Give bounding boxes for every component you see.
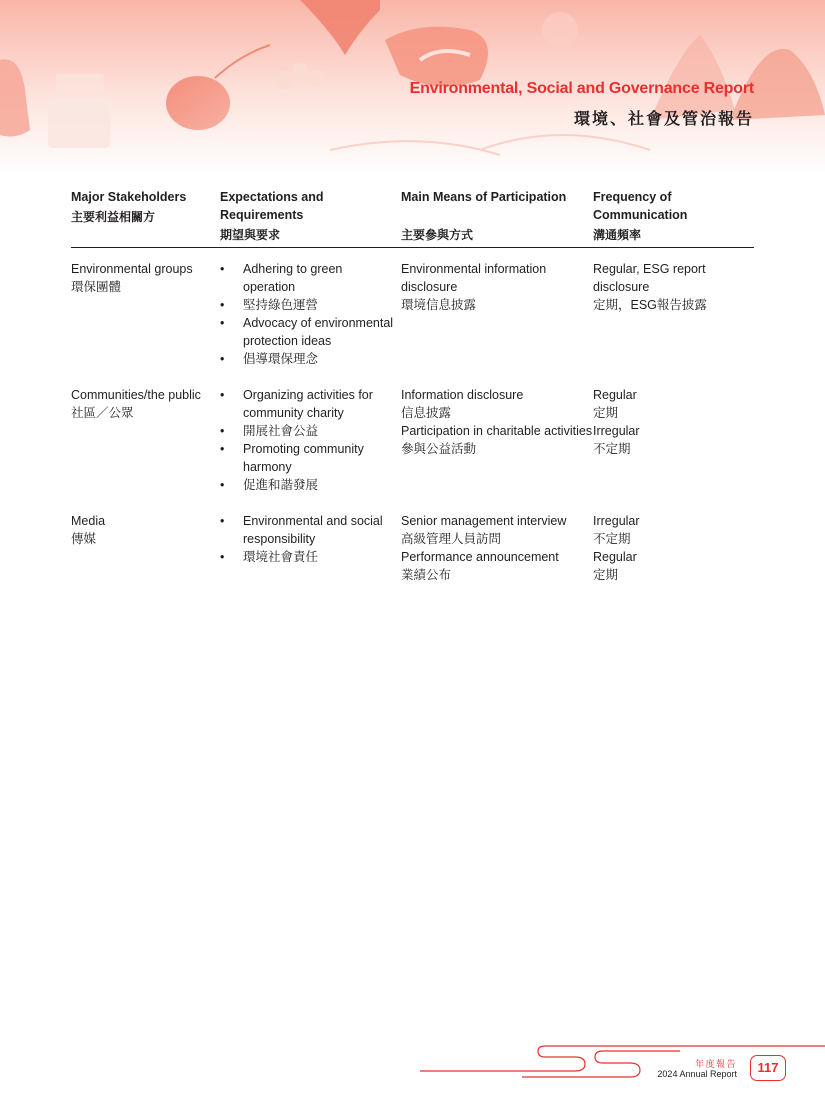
- cell-text: Communities/the public: [71, 388, 201, 402]
- table-header-row: [71, 188, 754, 248]
- cell-text: Senior management interview: [401, 514, 567, 528]
- cell-text: 定期: [593, 406, 619, 420]
- list-item: • 開展社會公益: [220, 422, 401, 440]
- column-header-stakeholders: [71, 188, 220, 248]
- means-cell: [401, 494, 593, 584]
- column-header-en: Major Stakeholders: [71, 190, 187, 204]
- list-item: • 倡導環保理念: [220, 350, 401, 368]
- stakeholder-cell: [71, 248, 220, 369]
- stakeholder-cell: [71, 368, 220, 494]
- cell-text: 業績公布: [401, 568, 452, 582]
- cell-text: 不定期: [593, 532, 631, 546]
- expectations-cell: [220, 368, 401, 494]
- list-item: • 環境社會責任: [220, 548, 401, 566]
- cell-text: 社區／公眾: [71, 406, 134, 420]
- column-header-en: Main Means of Participation: [401, 190, 567, 204]
- cell-text: Regular, ESG report disclosure: [593, 262, 706, 294]
- frequency-cell: [593, 494, 754, 584]
- list-item: • Environmental and social responsibility: [220, 512, 401, 548]
- column-header-expectations: [220, 188, 401, 248]
- cell-text: Regular: [593, 388, 637, 402]
- stakeholder-cell: [71, 494, 220, 584]
- cell-text: 信息披露: [401, 406, 452, 420]
- cell-text: Regular: [593, 550, 637, 564]
- column-header-means: [401, 188, 593, 248]
- cell-text: Participation in charitable activities: [401, 424, 593, 438]
- frequency-cell: [593, 368, 754, 494]
- expectations-cell: [220, 248, 401, 369]
- report-title: Environmental, Social and Governance Report: [409, 80, 754, 97]
- means-cell: [401, 248, 593, 369]
- footer-annual-report-zh: 年度報告: [694, 1059, 737, 1069]
- column-header-zh: 主要利益相關方: [71, 210, 156, 224]
- cell-text: Environmental information disclosure: [401, 262, 547, 294]
- frequency-cell: [593, 248, 754, 369]
- list-item: • 促進和諧發展: [220, 476, 401, 494]
- list-item: • Promoting community harmony: [220, 440, 401, 476]
- table-row: [71, 248, 754, 369]
- table-row: [71, 494, 754, 584]
- page-number: 117: [750, 1055, 786, 1081]
- expectations-cell: [220, 494, 401, 584]
- cell-text: 環保團體: [71, 280, 122, 294]
- cell-text: 環境信息披露: [401, 298, 477, 312]
- list-item: • Adhering to green operation: [220, 260, 401, 296]
- cell-text: Information disclosure: [401, 388, 524, 402]
- cell-text: Irregular: [593, 514, 640, 528]
- column-header-frequency: [593, 188, 754, 248]
- cell-text: Environmental groups: [71, 262, 193, 276]
- column-header-zh: 期望與要求: [220, 228, 281, 242]
- means-cell: [401, 368, 593, 494]
- cell-text: Irregular: [593, 424, 640, 438]
- column-header-zh: 溝通頻率: [593, 228, 642, 242]
- cell-text: 不定期: [593, 442, 631, 456]
- column-header-zh: 主要參與方式: [401, 228, 474, 242]
- cell-text: Media: [71, 514, 106, 528]
- cell-text: 定期，ESG報告披露: [593, 298, 707, 312]
- report-title-chinese: 環境、社會及管治報告: [573, 111, 754, 128]
- cell-text: Performance announcement: [401, 550, 559, 564]
- cell-text: 參與公益活動: [401, 442, 477, 456]
- footer-annual-report-en: 2024 Annual Report: [657, 1069, 737, 1079]
- list-item: • Advocacy of environmental protection ideas: [220, 314, 401, 350]
- column-header-en: Frequency of Communication: [593, 190, 688, 222]
- list-item: • Organizing activities for community charity: [220, 386, 401, 422]
- cell-text: 高級管理人員訪問: [401, 532, 502, 546]
- cell-text: 傳媒: [71, 532, 97, 546]
- table-row: [71, 368, 754, 494]
- stakeholder-communication-table: [71, 188, 754, 584]
- cell-text: 定期: [593, 568, 619, 582]
- column-header-en: Expectations and Requirements: [220, 190, 324, 222]
- list-item: • 堅持綠色運營: [220, 296, 401, 314]
